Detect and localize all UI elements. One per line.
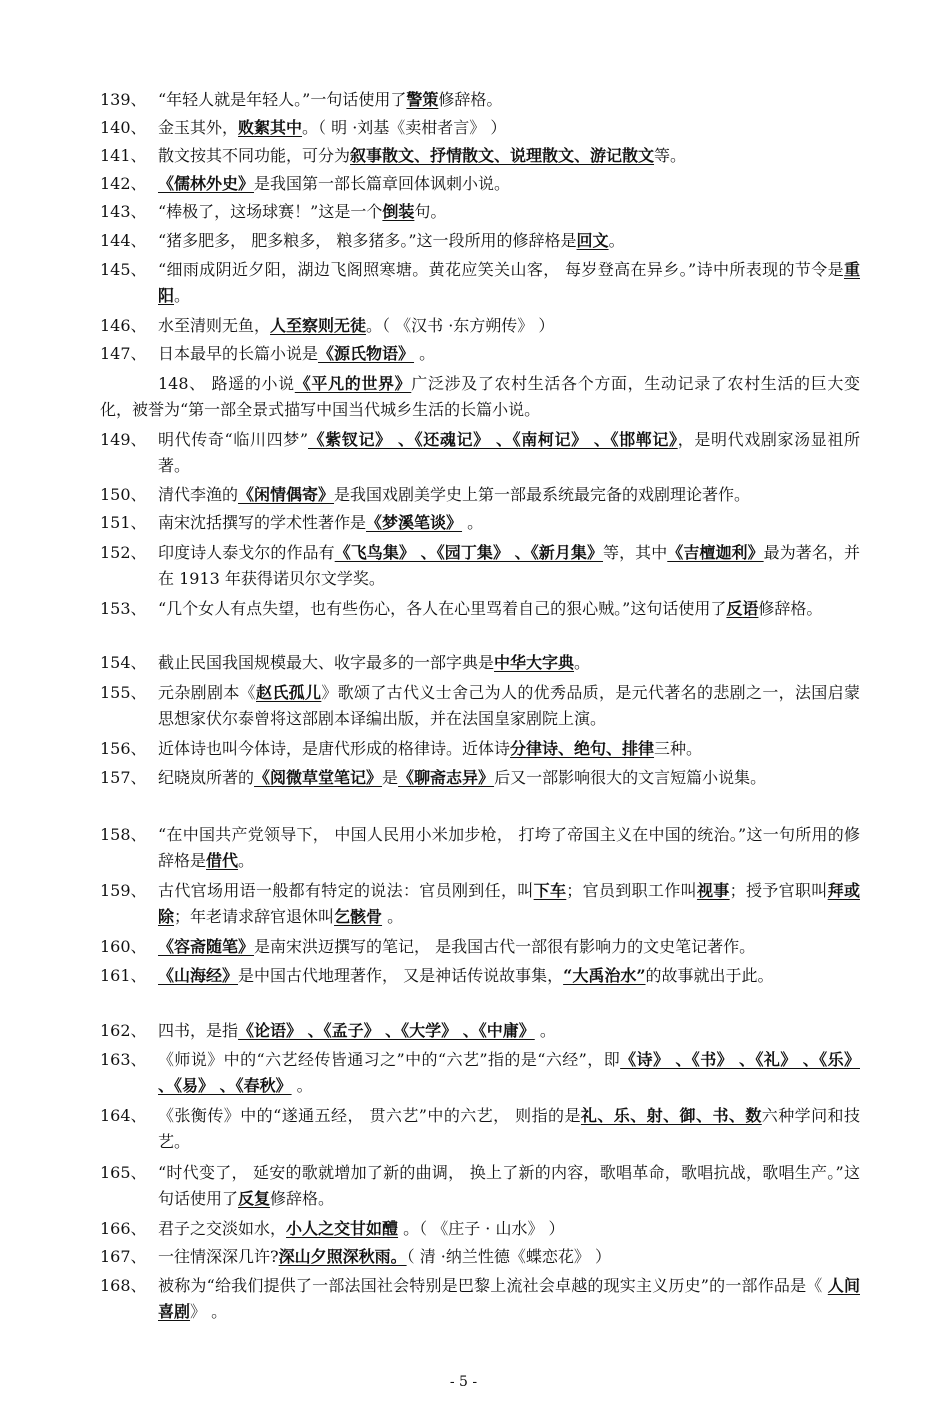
item-number: 143、	[100, 202, 147, 221]
item-number: 164、	[100, 1106, 147, 1125]
item-text: 金玉其外，败絮其中。（ 明 ·刘基《卖柑者言》 ）	[158, 118, 507, 137]
list-item	[100, 313, 860, 339]
item-text: 截止民国我国规模最大、收字最多的一部字典是中华大字典。	[158, 653, 591, 672]
item-text: “年轻人就是年轻人。”一句话使用了警策修辞格。	[158, 90, 503, 109]
item-text: “在中国共产党领导下， 中国人民用小米加步枪， 打垮了帝国主义在中国的统治。”这一句所用的修辞格是借代。	[158, 825, 860, 870]
item-number: 142、	[100, 174, 147, 193]
item-number: 145、	[100, 260, 147, 279]
list-item	[100, 482, 860, 508]
answer: 中华大字典	[494, 653, 575, 672]
answer: 深山夕照深秋雨。	[278, 1247, 407, 1266]
answer: 下车	[533, 881, 567, 900]
answer: 《源氏物语》	[318, 344, 415, 363]
item-text: 纪晓岚所著的《阅微草堂笔记》是《聊斋志异》后又一部影响很大的文言短篇小说集。	[158, 768, 767, 787]
item-number: 167、	[100, 1247, 147, 1266]
answer: 《山海经》	[158, 966, 239, 985]
item-text: 元杂剧剧本《赵氏孤儿》歌颂了古代义士舍己为人的优秀品质，是元代著名的悲剧之一，法国启蒙思想家伏尔泰曾将这部剧本译编出版，并在法国皇家剧院上演。	[158, 683, 860, 728]
list-item	[100, 171, 860, 197]
list-item	[100, 822, 860, 874]
answer: 《论语》 、《孟子》 、《大学》 、《中庸》	[238, 1021, 535, 1040]
item-number: 152、	[100, 543, 147, 562]
answer: 反语	[726, 599, 759, 618]
item-text: “猪多肥多， 肥多粮多， 粮多猪多。”这一段所用的修辞格是回文。	[158, 231, 625, 250]
list-item	[100, 736, 860, 762]
answer: 拜或除	[158, 881, 860, 926]
page-number: - 5 -	[449, 1374, 478, 1390]
answer: “大禹治水”	[563, 966, 646, 985]
list-item	[100, 143, 860, 169]
item-text: 《张衡传》中的“遂通五经， 贯六艺”中的六艺， 则指的是礼、乐、射、御、书、数六种学问和技艺。	[158, 1106, 860, 1151]
item-number: 139、	[100, 90, 147, 109]
answer: 反复	[238, 1189, 271, 1208]
item-text: 《山海经》是中国古代地理著作， 又是神话传说故事集，“大禹治水”的故事就出于此。	[158, 966, 774, 985]
answer: 《梦溪笔谈》	[366, 513, 463, 532]
list-item	[100, 115, 860, 141]
list-item	[100, 596, 860, 622]
item-text: 古代官场用语一般都有特定的说法：官员刚到任，叫下车；官员到职工作叫视事；授予官职叫拜或除；年老请求辞官退休叫乞骸骨 。	[158, 881, 860, 926]
answer: 借代	[206, 851, 239, 870]
item-number: 154、	[100, 653, 147, 672]
list-item	[100, 1047, 860, 1099]
list-item	[100, 199, 860, 225]
list-item	[100, 257, 860, 309]
list-item	[100, 510, 860, 536]
item-number: 153、	[100, 599, 147, 618]
item-number: 156、	[100, 739, 147, 758]
answer: 《阅微草堂笔记》	[254, 768, 383, 787]
item-number: 147、	[100, 344, 147, 363]
item-number: 146、	[100, 316, 147, 335]
list-item	[100, 680, 860, 732]
list-item	[100, 1273, 860, 1325]
item-number: 162、	[100, 1021, 147, 1040]
item-text: 近体诗也叫今体诗，是唐代形成的格律诗。近体诗分律诗、绝句、排律三种。	[158, 739, 703, 758]
list-item	[100, 228, 860, 254]
item-text: “时代变了， 延安的歌就增加了新的曲调， 换上了新的内容，歌唱革命，歌唱抗战，歌唱生产。”这句话使用了反复修辞格。	[158, 1163, 860, 1208]
answer: 《诗》 、《书》 、《礼》 、《乐》 、《易》 、《春秋》	[158, 1050, 860, 1095]
list-item	[100, 963, 860, 989]
item-text: 清代李渔的《闲情偶寄》是我国戏剧美学史上第一部最系统最完备的戏剧理论著作。	[158, 485, 751, 504]
item-number: 158、	[100, 825, 147, 844]
answer: 《紫钗记》 、《还魂记》 、《南柯记》 、《邯郸记》	[308, 430, 678, 449]
item-number: 165、	[100, 1163, 147, 1182]
answer: 《聊斋志异》	[398, 768, 495, 787]
item-text: 日本最早的长篇小说是《源氏物语》 。	[158, 344, 436, 363]
list-item	[100, 765, 860, 791]
item-text: 散文按其不同功能，可分为叙事散文、抒情散文、说理散文、游记散文等。	[158, 146, 687, 165]
item-number: 157、	[100, 768, 147, 787]
list-item	[100, 1160, 860, 1212]
item-text: 《师说》中的“六艺经传皆通习之”中的“六艺”指的是“六经”，即《诗》 、《书》 、《礼》 、《乐》 、《易》 、《春秋》 。	[158, 1050, 860, 1095]
item-number: 160、	[100, 937, 147, 956]
answer: 礼、乐、射、御、书、数	[580, 1106, 762, 1125]
list-item	[100, 540, 860, 592]
answer: 《容斋随笔》	[158, 937, 255, 956]
item-text: “几个女人有点失望，也有些伤心，各人在心里骂着自己的狠心贼。”这句话使用了反语修辞格。	[158, 599, 823, 618]
answer: 《吉檀迦利》	[667, 543, 764, 562]
list-item	[100, 1018, 860, 1044]
item-text: 四书，是指《论语》 、《孟子》 、《大学》 、《中庸》 。	[158, 1021, 556, 1040]
item-number: 166、	[100, 1219, 147, 1238]
item-text: 印度诗人泰戈尔的作品有《飞鸟集》 、《园丁集》 、《新月集》等，其中《吉檀迦利》最为著名，并在 1913 年获得诺贝尔文学奖。	[158, 543, 860, 588]
answer: 警策	[406, 90, 439, 109]
item-number: 161、	[100, 966, 147, 985]
list-item	[100, 878, 860, 930]
item-number: 151、	[100, 513, 147, 532]
item-number: 148、	[158, 374, 206, 393]
item-number: 149、	[100, 430, 147, 449]
item-number: 150、	[100, 485, 147, 504]
list-item	[100, 427, 860, 479]
item-text: 一往情深深几许?深山夕照深秋雨。（ 清 ·纳兰性德《蝶恋花》 ）	[158, 1247, 611, 1266]
answer: 败絮其中	[238, 118, 303, 137]
list-item	[100, 934, 860, 960]
item-number: 159、	[100, 881, 147, 900]
answer: 人间喜剧	[158, 1276, 860, 1321]
item-text: 南宋沈括撰写的学术性著作是《梦溪笔谈》 。	[158, 513, 484, 532]
item-text: 《容斋随笔》是南宋洪迈撰写的笔记， 是我国古代一部很有影响力的文史笔记著作。	[158, 937, 756, 956]
item-text: “细雨成阴近夕阳，湖边飞阁照寒塘。黄花应笑关山客， 每岁登高在异乡。”诗中所表现的节令是重阳。	[158, 260, 860, 305]
item-text: 148、 路遥的小说《平凡的世界》广泛涉及了农村生活各个方面，生动记录了农村生活的巨大变化，被誉为“第一部全景式描写中国当代城乡生活的长篇小说。	[100, 374, 860, 419]
answer: 回文	[576, 231, 609, 250]
item-number: 155、	[100, 683, 147, 702]
list-item	[100, 87, 860, 113]
answer: 《飞鸟集》 、《园丁集》 、《新月集》	[334, 543, 604, 562]
item-text: 《儒林外史》是我国第一部长篇章回体讽刺小说。	[158, 174, 511, 193]
answer: 视事	[696, 881, 730, 900]
answer: 重阳	[158, 260, 860, 305]
item-text: 君子之交淡如水，小人之交甘如醴 。（ 《庄子 · 山水》 ）	[158, 1219, 565, 1238]
list-item	[100, 341, 860, 367]
item-text: 水至清则无鱼，人至察则无徒。（ 《汉书 ·东方朔传》 ）	[158, 316, 555, 335]
item-number: 144、	[100, 231, 147, 250]
answer: 《闲情偶寄》	[238, 485, 335, 504]
answer: 小人之交甘如醴	[286, 1219, 399, 1238]
list-item	[100, 371, 860, 423]
item-text: 被称为“给我们提供了一部法国社会特别是巴黎上流社会卓越的现实主义历史”的一部作品是《 人间喜剧》 。	[158, 1276, 860, 1321]
item-number: 168、	[100, 1276, 147, 1295]
answer: 《平凡的世界》	[294, 374, 412, 393]
list-item	[100, 1216, 860, 1242]
answer: 分律诗、绝句、排律	[510, 739, 655, 758]
answer: 倒装	[382, 202, 415, 221]
list-item	[100, 1244, 860, 1270]
item-number: 140、	[100, 118, 147, 137]
item-text: 明代传奇“临川四梦”《紫钗记》 、《还魂记》 、《南柯记》 、《邯郸记》，是明代戏剧家汤显祖所著。	[158, 430, 860, 475]
list-item	[100, 1103, 860, 1155]
item-number: 163、	[100, 1050, 147, 1069]
answer: 《儒林外史》	[158, 174, 255, 193]
answer: 乞骸骨	[334, 907, 383, 926]
answer: 赵氏孤儿	[256, 683, 322, 702]
list-item	[100, 650, 860, 676]
answer: 人至察则无徒	[270, 316, 367, 335]
item-number: 141、	[100, 146, 147, 165]
item-text: “棒极了，这场球赛！”这是一个倒装句。	[158, 202, 447, 221]
answer: 叙事散文、抒情散文、说理散文、游记散文	[350, 146, 655, 165]
